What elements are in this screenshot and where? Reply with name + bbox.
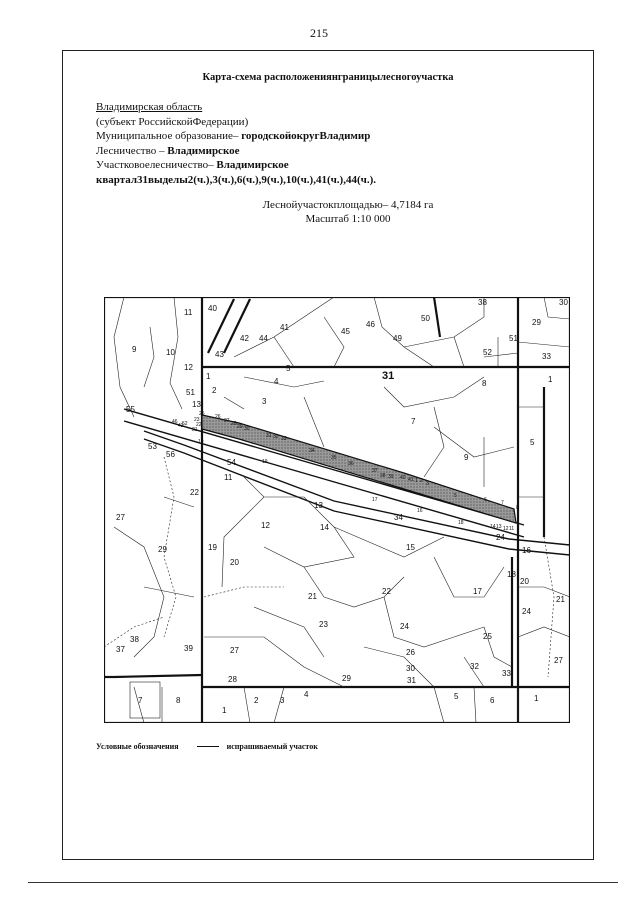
plot-number-label: 40 [208, 304, 217, 313]
plot-number-label: 20 [520, 577, 529, 586]
plot-number-label: 2 [254, 696, 259, 705]
bottom-rule [28, 882, 618, 883]
legend-heading: Условные обозначения [96, 742, 179, 751]
small-plot-number-label: 35 [331, 455, 337, 461]
plot-number-label: 10 [166, 348, 175, 357]
plot-number-label: 9 [132, 345, 137, 354]
small-plot-number-label: 25 [199, 411, 205, 417]
plot-number-label: 50 [421, 314, 430, 323]
plot-number-label: 3 [262, 397, 267, 406]
plot-number-label: 39 [184, 644, 193, 653]
plot-number-label: 54 [227, 458, 236, 467]
plot-number-label: 32 [470, 662, 479, 671]
plot-number-label: 55 [126, 405, 135, 414]
plot-number-label: 33 [502, 669, 511, 678]
area-text: Леснойучастокплощадью– 4,7184 га [262, 199, 434, 211]
small-plot-number-label: 52 [182, 421, 188, 427]
plot-number-label: 30 [406, 664, 415, 673]
small-plot-number-label: 14 [490, 524, 496, 530]
plot-number-label: 6 [490, 696, 495, 705]
plot-number-label: 17 [473, 587, 482, 596]
small-plot-number-label: 19 [262, 459, 268, 465]
plot-number-label: 4 [304, 690, 309, 699]
plot-number-label: 22 [190, 488, 199, 497]
region: Владимирская область [96, 101, 203, 113]
quarter-number-label: 31 [382, 370, 395, 382]
plot-number-label: 29 [532, 318, 541, 327]
plot-number-label: 24 [496, 533, 505, 542]
plot-number-label: 46 [366, 320, 375, 329]
small-plot-number-label: 23 [194, 417, 200, 423]
plot-number-label: 11 [224, 473, 233, 482]
municipality: Муниципальное образование– городскойокругВладимир [96, 130, 371, 142]
small-plot-number-label: 27 [224, 418, 230, 424]
plot-number-label: 13 [192, 400, 201, 409]
small-plot-number-label: 37 [372, 468, 378, 474]
plot-number-label: 14 [320, 523, 329, 532]
small-plot-number-label: 5 [454, 493, 457, 499]
small-plot-number-label: 40 [400, 475, 406, 481]
plot-number-label: 1 [222, 706, 227, 715]
small-plot-number-label: 21 [192, 427, 198, 433]
small-plot-number-label: 30 [244, 426, 250, 432]
plot-number-label: 23 [319, 620, 328, 629]
plot-number-label: 41 [280, 323, 289, 332]
plot-number-label: 15 [406, 543, 415, 552]
plot-number-label: 37 [116, 645, 125, 654]
plot-number-label: 29 [342, 674, 351, 683]
area-block [62, 198, 594, 226]
plot-number-label: 49 [393, 334, 402, 343]
plot-number-label: 1 [206, 372, 211, 381]
quarter-plots: квартал31выделы2(ч.),3(ч.),6(ч.),9(ч.),10(ч.),41(ч.),44(ч.). [96, 173, 377, 186]
plot-number-label: 12 [184, 363, 193, 372]
plot-number-label: 34 [394, 513, 403, 522]
plot-number-label: 27 [230, 646, 239, 655]
small-plot-number-label: 16 [417, 508, 423, 514]
plot-number-label: 20 [230, 558, 239, 567]
plot-number-label: 8 [482, 379, 487, 388]
plot-number-label: 3 [280, 696, 285, 705]
plot-number-label: 53 [148, 442, 157, 451]
small-plot-number-label: 18 [458, 520, 464, 526]
plot-number-label: 1 [548, 375, 553, 384]
legend-line-icon [197, 746, 219, 747]
map-title: Карта-схема расположениянграницылесногоучастка [202, 72, 454, 83]
plot-number-label: 5 [454, 692, 459, 701]
plot-number-label: 44 [259, 334, 268, 343]
legend-item: испрашиваемый участок [226, 742, 318, 751]
plot-number-label: 38 [478, 298, 487, 307]
region-note: (субъект РоссийскойФедерации) [96, 115, 249, 128]
small-plot-number-label: 38 [380, 473, 386, 479]
small-plot-number-label: 42 [178, 423, 184, 429]
small-plot-number-label: 26 [215, 414, 221, 420]
plot-number-label: 43 [215, 350, 224, 359]
dashed-boundaries [104, 457, 554, 677]
small-plot-number-label: 11 [509, 526, 515, 532]
plot-number-label: 8 [176, 696, 181, 705]
plot-number-label: 7 [138, 696, 143, 705]
plot-number-label: 21 [556, 595, 565, 604]
small-plot-number-label: 2 [420, 478, 423, 484]
plot-number-label: 12 [261, 521, 270, 530]
small-plot-number-label: 28 [231, 421, 237, 427]
small-plot-number-label: 34 [309, 448, 315, 454]
small-plot-number-label: 31 [266, 433, 272, 439]
small-plot-number-label: 13 [496, 524, 502, 530]
scale-text: Масштаб 1:10 000 [305, 213, 391, 225]
plot-number-label: 22 [382, 587, 391, 596]
legend [96, 742, 318, 751]
plot-number-label: 26 [406, 648, 415, 657]
small-plot-number-label: 33 [281, 436, 287, 442]
small-plot-number-label: 39 [388, 474, 394, 480]
plot-number-label: 29 [158, 545, 167, 554]
page-number: 215 [310, 26, 328, 40]
plot-number-label: 13 [314, 501, 323, 510]
small-plot-number-label: 36 [348, 461, 354, 467]
plot-number-label: 31 [407, 676, 416, 685]
plot-number-label: 9 [464, 453, 469, 462]
district-forestry: Участковоелесничество– Владимирское [96, 159, 289, 171]
small-plot-number-label: 46 [172, 419, 178, 425]
plot-number-label: 1 [534, 694, 539, 703]
forest-map [104, 297, 570, 723]
plot-number-label: 56 [166, 450, 175, 459]
small-plot-number-label: 1 [415, 478, 418, 484]
plot-number-label: 7 [411, 417, 416, 426]
plot-number-label: 18 [507, 570, 516, 579]
plot-number-label: 38 [130, 635, 139, 644]
plot-number-label: 2 [212, 386, 217, 395]
small-plot-number-label: 22 [196, 422, 202, 428]
plot-number-label: 11 [184, 308, 193, 317]
plot-number-label: 25 [483, 632, 492, 641]
small-plot-number-label: 7 [501, 500, 504, 506]
plot-number-label: 4 [274, 377, 279, 386]
plot-number-label: 45 [341, 327, 350, 336]
plot-number-label: 16 [522, 546, 531, 555]
plot-info [96, 100, 376, 187]
forestry: Лесничество – Владимирское [96, 144, 240, 157]
plot-number-label: 5 [530, 438, 535, 447]
plot-number-label: 24 [400, 622, 409, 631]
small-plot-number-label: 32 [273, 434, 279, 440]
plot-number-label: 42 [240, 334, 249, 343]
plot-number-label: 28 [228, 675, 237, 684]
plot-number-label: 52 [483, 348, 492, 357]
small-plot-number-label: 3 [426, 481, 429, 487]
plot-number-label: 51 [186, 388, 195, 397]
plot-number-label: 19 [208, 543, 217, 552]
plot-number-label: 21 [308, 592, 317, 601]
plot-number-label: 51 [509, 334, 518, 343]
plot-number-label: 33 [542, 352, 551, 361]
plot-number-label: 27 [554, 656, 563, 665]
plot-number-label: 5 [286, 364, 291, 373]
small-plot-number-label: 8 [516, 505, 519, 511]
small-plot-number-label: 12 [503, 526, 509, 532]
plot-number-label: 30 [559, 298, 568, 307]
small-plot-number-label: 29 [237, 424, 243, 430]
small-plot-number-label: 6 [484, 497, 487, 503]
small-plot-number-label: 17 [372, 497, 378, 503]
plot-number-label: 24 [522, 607, 531, 616]
small-plot-number-label: 19 [198, 439, 204, 445]
small-plot-number-label: 41 [408, 477, 414, 483]
plot-number-label: 27 [116, 513, 125, 522]
